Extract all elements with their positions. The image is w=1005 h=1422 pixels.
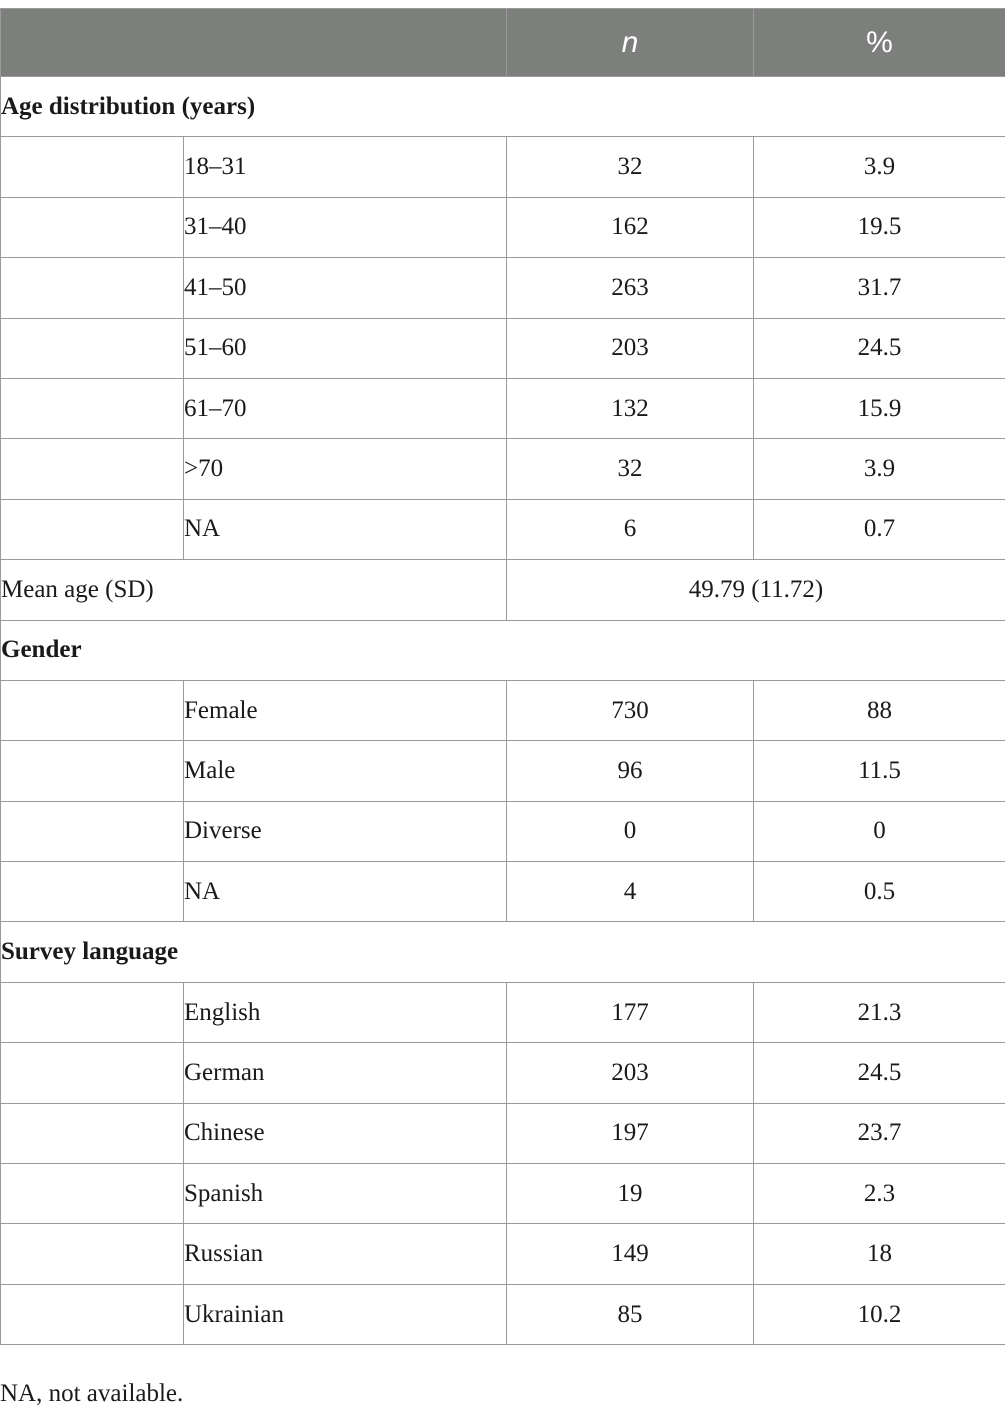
table-row (1, 1284, 1005, 1344)
row-label: NA (184, 862, 507, 922)
row-n: 730 (507, 680, 754, 740)
indent-cell (1, 982, 184, 1042)
row-label: 41–50 (184, 258, 507, 318)
row-pct: 11.5 (754, 741, 1005, 801)
row-label: Diverse (184, 801, 507, 861)
header-row (1, 9, 1005, 77)
indent-cell (1, 258, 184, 318)
indent-cell (1, 499, 184, 559)
row-n: 203 (507, 318, 754, 378)
row-label: Chinese (184, 1103, 507, 1163)
row-pct: 23.7 (754, 1103, 1005, 1163)
header-percent: % (754, 9, 1005, 77)
row-pct: 3.9 (754, 439, 1005, 499)
table-row (1, 741, 1005, 801)
row-pct: 18 (754, 1224, 1005, 1284)
table-row (1, 318, 1005, 378)
row-label: Female (184, 680, 507, 740)
row-label: Male (184, 741, 507, 801)
indent-cell (1, 1103, 184, 1163)
section-title-language: Survey language (1, 922, 1005, 982)
table-row (1, 499, 1005, 559)
mean-age-value: 49.79 (11.72) (507, 560, 1005, 620)
row-pct: 21.3 (754, 982, 1005, 1042)
table-row (1, 982, 1005, 1042)
table-row (1, 378, 1005, 438)
indent-cell (1, 197, 184, 257)
row-pct: 24.5 (754, 1043, 1005, 1103)
row-n: 96 (507, 741, 754, 801)
row-n: 132 (507, 378, 754, 438)
row-n: 203 (507, 1043, 754, 1103)
indent-cell (1, 680, 184, 740)
row-label: Ukrainian (184, 1284, 507, 1344)
table-header (1, 9, 1005, 77)
row-n: 149 (507, 1224, 754, 1284)
row-n: 6 (507, 499, 754, 559)
row-pct: 24.5 (754, 318, 1005, 378)
row-pct: 31.7 (754, 258, 1005, 318)
row-label: Russian (184, 1224, 507, 1284)
header-n: n (507, 9, 754, 77)
row-label: 31–40 (184, 197, 507, 257)
row-pct: 15.9 (754, 378, 1005, 438)
indent-cell (1, 137, 184, 197)
row-pct: 10.2 (754, 1284, 1005, 1344)
row-pct: 0 (754, 801, 1005, 861)
row-label: 61–70 (184, 378, 507, 438)
row-pct: 0.5 (754, 862, 1005, 922)
indent-cell (1, 801, 184, 861)
indent-cell (1, 1043, 184, 1103)
row-n: 177 (507, 982, 754, 1042)
row-label: English (184, 982, 507, 1042)
row-n: 197 (507, 1103, 754, 1163)
row-pct: 3.9 (754, 137, 1005, 197)
section-row-language (1, 922, 1005, 982)
indent-cell (1, 318, 184, 378)
row-n: 85 (507, 1284, 754, 1344)
row-n: 19 (507, 1164, 754, 1224)
row-label: NA (184, 499, 507, 559)
row-n: 0 (507, 801, 754, 861)
row-pct: 2.3 (754, 1164, 1005, 1224)
indent-cell (1, 1164, 184, 1224)
table-row (1, 258, 1005, 318)
row-n: 4 (507, 862, 754, 922)
indent-cell (1, 862, 184, 922)
mean-age-row (1, 560, 1005, 620)
table-row (1, 137, 1005, 197)
row-n: 32 (507, 439, 754, 499)
indent-cell (1, 1284, 184, 1344)
row-n: 263 (507, 258, 754, 318)
row-n: 162 (507, 197, 754, 257)
section-title-gender: Gender (1, 620, 1005, 680)
section-row-gender (1, 620, 1005, 680)
mean-age-label: Mean age (SD) (1, 560, 507, 620)
indent-cell (1, 741, 184, 801)
table-row (1, 801, 1005, 861)
table-row (1, 680, 1005, 740)
demographics-table (0, 8, 1005, 1345)
table-row (1, 1224, 1005, 1284)
row-pct: 19.5 (754, 197, 1005, 257)
table-row (1, 862, 1005, 922)
row-label: >70 (184, 439, 507, 499)
row-label: Spanish (184, 1164, 507, 1224)
table-row (1, 1043, 1005, 1103)
table-row (1, 197, 1005, 257)
indent-cell (1, 378, 184, 438)
table-row (1, 1103, 1005, 1163)
row-label: 51–60 (184, 318, 507, 378)
header-blank-cell (1, 9, 507, 77)
table-body (1, 77, 1005, 1345)
table-row (1, 439, 1005, 499)
table-footnote: NA, not available. (0, 1380, 184, 1407)
indent-cell (1, 439, 184, 499)
row-n: 32 (507, 137, 754, 197)
indent-cell (1, 1224, 184, 1284)
row-pct: 88 (754, 680, 1005, 740)
row-label: 18–31 (184, 137, 507, 197)
section-row-age (1, 77, 1005, 137)
table-row (1, 1164, 1005, 1224)
section-title-age: Age distribution (years) (1, 77, 1005, 137)
row-label: German (184, 1043, 507, 1103)
row-pct: 0.7 (754, 499, 1005, 559)
